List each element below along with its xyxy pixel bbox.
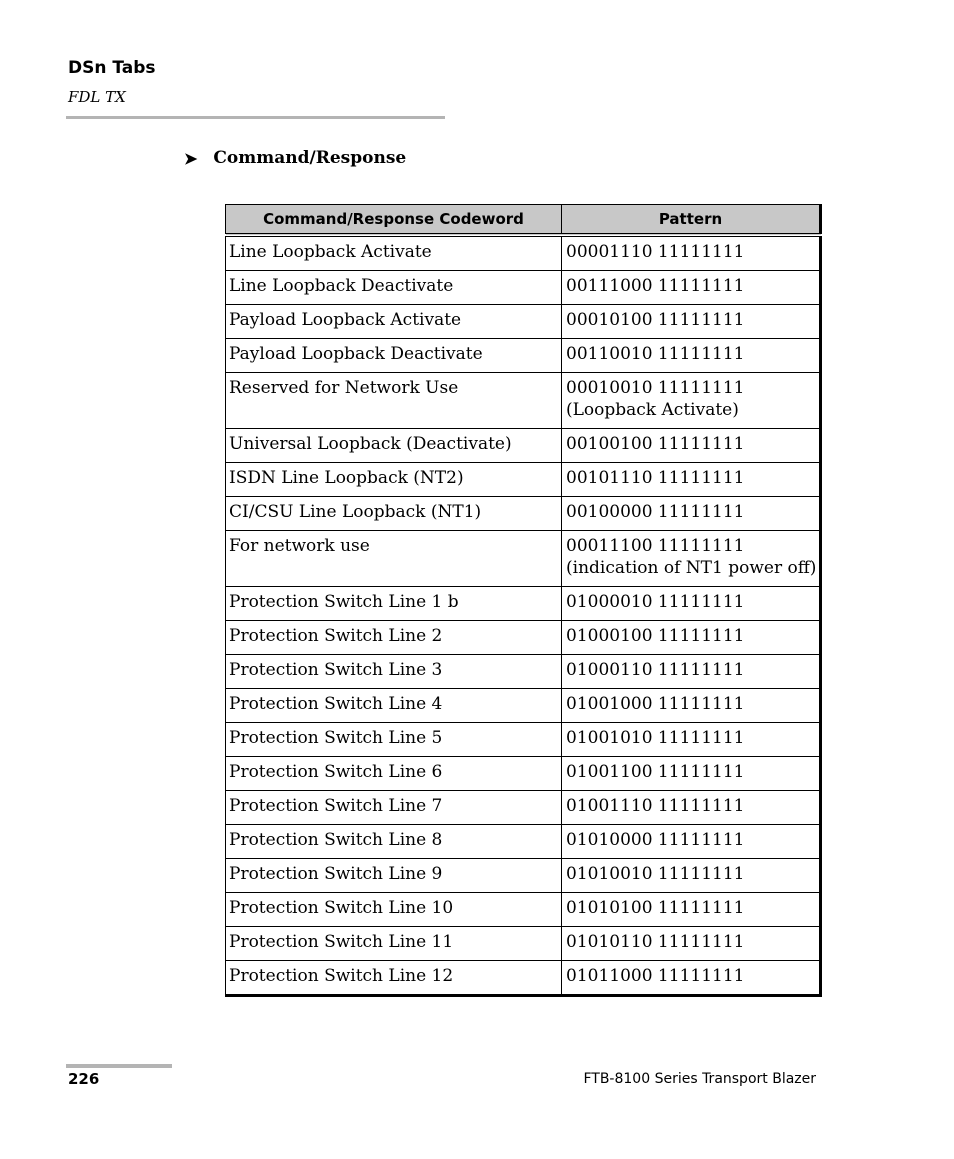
pattern-line: 00100000 11111111 xyxy=(566,502,745,522)
table-row xyxy=(226,757,821,791)
codeword-cell: CI/CSU Line Loopback (NT1) xyxy=(226,497,562,531)
arrow-bullet-icon: ➤ xyxy=(184,148,198,168)
pattern-line: (Loopback Activate) xyxy=(566,400,739,420)
table-row xyxy=(226,587,821,621)
codeword-cell: Protection Switch Line 2 xyxy=(226,621,562,655)
table-row xyxy=(226,689,821,723)
pattern-line: 01010110 11111111 xyxy=(566,932,745,952)
pattern-line: 00110010 11111111 xyxy=(566,344,745,364)
pattern-cell xyxy=(562,587,821,621)
pattern-line: 00111000 11111111 xyxy=(566,276,745,296)
pattern-cell xyxy=(562,723,821,757)
pattern-line: 01001010 11111111 xyxy=(566,728,745,748)
table-row xyxy=(226,655,821,689)
header-divider xyxy=(66,116,445,119)
codeword-cell: Protection Switch Line 5 xyxy=(226,723,562,757)
pattern-line: 01001100 11111111 xyxy=(566,762,745,782)
table-body xyxy=(226,235,821,996)
pattern-line: 01010100 11111111 xyxy=(566,898,745,918)
command-response-table xyxy=(225,204,822,997)
pattern-line: 01001110 11111111 xyxy=(566,796,745,816)
table-row xyxy=(226,531,821,587)
codeword-cell: For network use xyxy=(226,531,562,587)
codeword-cell: Protection Switch Line 6 xyxy=(226,757,562,791)
table-row xyxy=(226,235,821,271)
pattern-cell xyxy=(562,621,821,655)
pattern-cell xyxy=(562,305,821,339)
table-row xyxy=(226,893,821,927)
section-heading xyxy=(184,148,406,168)
pattern-line: 01010000 11111111 xyxy=(566,830,745,850)
codeword-cell: Protection Switch Line 10 xyxy=(226,893,562,927)
page-number: 226 xyxy=(68,1070,100,1088)
table-row xyxy=(226,463,821,497)
codeword-cell: Line Loopback Activate xyxy=(226,235,562,271)
codeword-cell: Protection Switch Line 11 xyxy=(226,927,562,961)
codeword-cell: Protection Switch Line 7 xyxy=(226,791,562,825)
codeword-cell: Protection Switch Line 1 b xyxy=(226,587,562,621)
codeword-cell: Protection Switch Line 3 xyxy=(226,655,562,689)
pattern-cell xyxy=(562,271,821,305)
pattern-line: 00001110 11111111 xyxy=(566,242,745,262)
pattern-cell xyxy=(562,463,821,497)
codeword-cell: Payload Loopback Activate xyxy=(226,305,562,339)
table-row xyxy=(226,305,821,339)
codeword-cell: Reserved for Network Use xyxy=(226,373,562,429)
pattern-cell xyxy=(562,655,821,689)
pattern-line: 01000110 11111111 xyxy=(566,660,745,680)
pattern-cell xyxy=(562,961,821,996)
pattern-cell xyxy=(562,791,821,825)
pattern-cell xyxy=(562,235,821,271)
pattern-line: 01011000 11111111 xyxy=(566,966,745,986)
table-header-row xyxy=(226,205,821,236)
pattern-line: 01001000 11111111 xyxy=(566,694,745,714)
table-row xyxy=(226,961,821,996)
pattern-cell xyxy=(562,927,821,961)
codeword-cell: Protection Switch Line 12 xyxy=(226,961,562,996)
page-header-subtitle: FDL TX xyxy=(68,88,126,106)
pattern-cell xyxy=(562,689,821,723)
pattern-line: 00101110 11111111 xyxy=(566,468,745,488)
codeword-cell: Protection Switch Line 8 xyxy=(226,825,562,859)
pattern-line: 01000100 11111111 xyxy=(566,626,745,646)
table-row xyxy=(226,373,821,429)
codeword-cell: ISDN Line Loopback (NT2) xyxy=(226,463,562,497)
pattern-cell xyxy=(562,429,821,463)
column-header-codeword: Command/Response Codeword xyxy=(226,205,562,236)
pattern-cell xyxy=(562,859,821,893)
pattern-line: 01000010 11111111 xyxy=(566,592,745,612)
codeword-cell: Payload Loopback Deactivate xyxy=(226,339,562,373)
footer-divider xyxy=(66,1064,172,1068)
pattern-line: (indication of NT1 power off) xyxy=(566,558,817,578)
pattern-line: 00010100 11111111 xyxy=(566,310,745,330)
pattern-cell xyxy=(562,757,821,791)
pattern-line: 00010010 11111111 xyxy=(566,378,745,398)
table-row xyxy=(226,497,821,531)
pattern-cell xyxy=(562,497,821,531)
column-header-pattern: Pattern xyxy=(562,205,821,236)
pattern-line: 00100100 11111111 xyxy=(566,434,745,454)
pattern-cell xyxy=(562,339,821,373)
pattern-cell xyxy=(562,825,821,859)
product-name: FTB-8100 Series Transport Blazer xyxy=(583,1071,816,1087)
table-row xyxy=(226,723,821,757)
codeword-cell: Protection Switch Line 9 xyxy=(226,859,562,893)
pattern-line: 01010010 11111111 xyxy=(566,864,745,884)
pattern-cell xyxy=(562,531,821,587)
section-title: Command/Response xyxy=(213,148,407,168)
codeword-cell: Protection Switch Line 4 xyxy=(226,689,562,723)
codeword-cell: Line Loopback Deactivate xyxy=(226,271,562,305)
table-row xyxy=(226,825,821,859)
table-row xyxy=(226,339,821,373)
page-header-title: DSn Tabs xyxy=(68,58,156,78)
table-row xyxy=(226,927,821,961)
pattern-cell xyxy=(562,373,821,429)
codeword-cell: Universal Loopback (Deactivate) xyxy=(226,429,562,463)
table-row xyxy=(226,621,821,655)
pattern-cell xyxy=(562,893,821,927)
table-row xyxy=(226,791,821,825)
pattern-line: 00011100 11111111 xyxy=(566,536,745,556)
table-row xyxy=(226,859,821,893)
table-row xyxy=(226,429,821,463)
table-row xyxy=(226,271,821,305)
